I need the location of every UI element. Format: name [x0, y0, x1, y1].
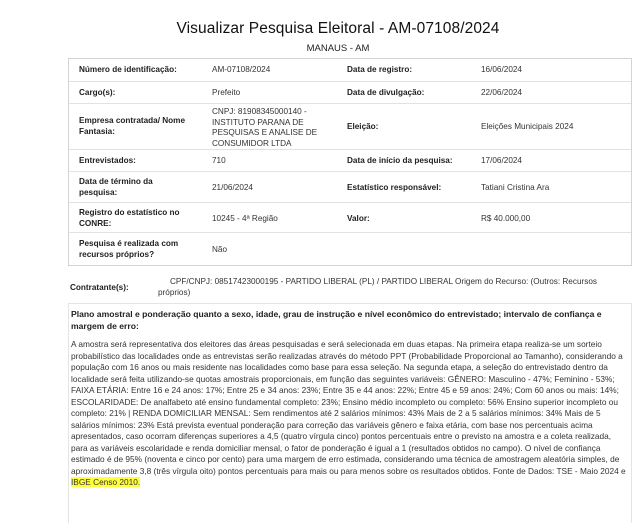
page-title: Visualizar Pesquisa Eleitoral - AM-07108/2024: [176, 20, 500, 37]
entrevistados-value: 710: [212, 156, 226, 165]
data-divulgacao-label: Data de divulgação:: [347, 88, 425, 97]
valor-label: Valor:: [347, 214, 370, 223]
recursos-label: Pesquisa é realizada com recursos próprios?: [79, 239, 179, 259]
info-row: [69, 171, 631, 202]
data-registro-value: 16/06/2024: [481, 65, 522, 74]
cargo-label: Cargo(s):: [79, 88, 116, 97]
sampling-plan-text: [71, 339, 627, 489]
recursos-value: Não: [212, 245, 228, 254]
registro-label: Registro do estatístico no CONRE:: [79, 208, 180, 228]
estatistico-value: Tatiani Cristina Ara: [481, 183, 550, 192]
survey-info-table: [68, 58, 632, 266]
data-inicio-label: Data de início da pesquisa:: [347, 156, 453, 165]
sampling-plan-body: A amostra será representativa dos eleitores das áreas pesquisadas e será selecionada em duas etapas. Na primeira etapa realiza-se um sorteio probabilístico das localidades onde as entrevistas serão realizadas através do método PPT (Probabilidade Proporcional ao Tamanho), considerando a população com 16 anos ou mais residente nas localidades como base para essa seleção. Na segunda etapa, a seleção do entrevistado dentro da localidade será feita utilizando-se quotas amostrais proporcionais, em função das seguintes variáveis: GÊNERO: Masculino - 47%; Feminino - 53%; FAIXA ETÁRIA: Entre 16 e 24 anos: 17%; Entre 25 e 34 anos: 23%; Entre 35 e 44 anos: 22%; Entre 45 e 59 anos: 24%; Com 60 anos ou mais: 14%; ESCOLARIDADE: De analfabeto até ensino fundamental completo: 23%; Ensino médio incompleto ou completo: 56% Ensino superior incompleto ou completo: 21% | RENDA DOMICILIAR MENSAL: Sem rendimentos até 2 salários mínimos: 43% Mais de 2 a 5 salários mínimos: 34% Mais de 5 salários mínimos: 23% Está prevista eventual ponderação para correção das variáveis gênero e faixa etária, com base nos percentuais acima apresentados, caso ocorram diferenças superiores a 4,5 (quatro vírgula cinco) pontos percentuais entre o previsto na amostra e a coleta realizada, para as variáveis escolaridade e renda domiciliar mensal, o fator de ponderação é igual a 1 (resultados obtidos no campo). O nível de confiança estimado é de 95% (noventa e cinco por cento) para uma margem de erro estimada, considerando uma técnica de amostragem aleatória simples, de aproximadamente 3,8 (três vírgula oito) pontos percentuais para mais ou para menos sobre os resultados obtidos. Fonte de Dados: TSE - Maio 2024 e: [71, 339, 626, 476]
info-row: [69, 232, 631, 266]
eleicao-label: Eleição:: [347, 122, 379, 131]
registro-value: 10245 - 4ª Região: [212, 214, 278, 223]
data-inicio-value: 17/06/2024: [481, 156, 522, 165]
numero-label: Número de identificação:: [79, 65, 177, 74]
empresa-value: CNPJ: 81908345000140 - INSTITUTO PARANA DE PESQUISAS E ANALISE DE CONSUMIDOR LTDA: [212, 107, 318, 148]
empresa-label: Empresa contratada/ Nome Fantasia:: [79, 116, 186, 136]
info-row: [69, 103, 631, 149]
entrevistados-label: Entrevistados:: [79, 156, 136, 165]
contratante-label: Contratante(s):: [70, 283, 129, 292]
page-subtitle: MANAUS - AM: [306, 43, 370, 54]
numero-value: AM-07108/2024: [212, 65, 271, 74]
info-row: [69, 81, 631, 103]
info-row: [69, 59, 631, 81]
valor-value: R$ 40.000,00: [481, 214, 531, 223]
cargo-value: Prefeito: [212, 88, 241, 97]
data-registro-label: Data de registro:: [347, 65, 413, 74]
data-termino-label: Data de término da pesquisa:: [79, 177, 153, 197]
info-row: [69, 202, 631, 232]
eleicao-value: Eleições Municipais 2024: [481, 122, 574, 131]
highlighted-source: IBGE Censo 2010.: [71, 477, 141, 487]
contratante-value: CPF/CNPJ: 08517423000195 - PARTIDO LIBERAL (PL) / PARTIDO LIBERAL Origem do Recurso: (Outros: Recursos próprios): [158, 277, 597, 297]
estatistico-label: Estatístico responsável:: [347, 183, 442, 192]
info-row: [69, 149, 631, 171]
data-divulgacao-value: 22/06/2024: [481, 88, 522, 97]
sampling-plan-title: Plano amostral e ponderação quanto a sexo, idade, grau de instrução e nível econômico do entrevistado; intervalo de confiança e margem de erro:: [71, 309, 602, 331]
data-termino-value: 21/06/2024: [212, 183, 253, 192]
